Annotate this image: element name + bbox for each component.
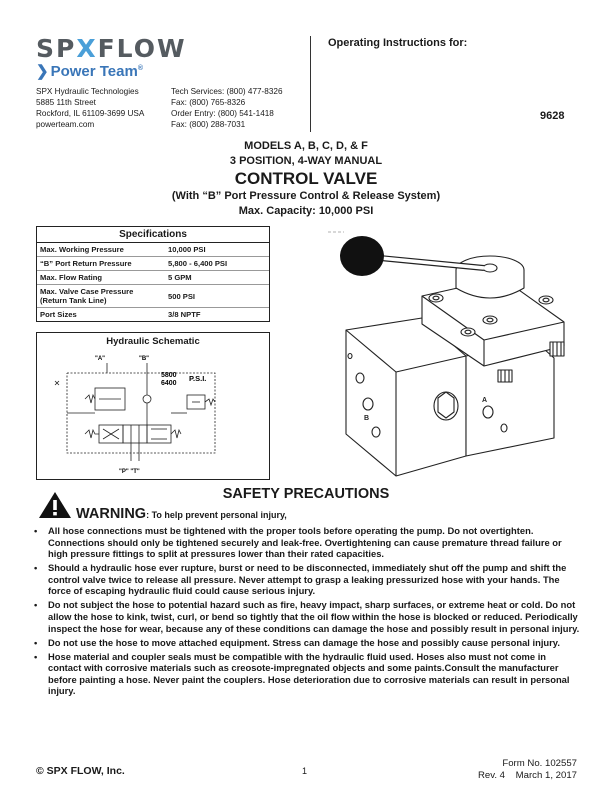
table-row: Max. Working Pressure 10,000 PSI <box>40 245 206 254</box>
specifications-heading: Specifications <box>37 227 269 243</box>
warning-label: WARNING: To help prevent personal injury, <box>76 506 287 522</box>
header-divider <box>310 36 311 132</box>
table-row: Max. Valve Case Pressure (Return Tank Line) 500 PSI <box>37 285 269 308</box>
list-item: • Should a hydraulic hose ever rupture, burst or need to be disconnected, immediately shut off the pump and shift the control valve twice to release all pressure. Never attempt to grasp a leaking pressurized hose with your hands. The force of escaping hydraulic fluid could cause serious injury. <box>34 562 580 597</box>
list-item: • Do not use the hose to move attached equipment. Stress can damage the hose and possibly cause personal injury. <box>34 637 580 649</box>
port-a-label: A <box>482 397 488 404</box>
list-item: • Do not subject the hose to potential hazard such as fire, heavy impact, sharp surfaces, or extreme heat or cold. Do not allow the hose to kink, twist, curl, or bend so tightly that the oil flow within the hose is blocked or reduced. Periodically inspect the hose for wear, because any of these conditions can damage the hose and possibly result in personal injury. <box>34 599 580 634</box>
page-number: 1 <box>302 766 308 776</box>
schematic-heading: Hydraulic Schematic <box>106 336 200 347</box>
footer-copyright: © SPX FLOW, Inc. <box>36 765 125 777</box>
list-item: • All hose connections must be tightened with the proper tools before operating the pump. Do not overtighten. Connections should only be tightened securely and leak-free. Overtightening can cause premature thread failure or high pressure fittings to split at pressures lower than their rated capacities. <box>34 525 580 560</box>
schematic-port-a: "A" <box>95 356 106 362</box>
models-line: MODELS A, B, C, D, & F <box>244 140 368 152</box>
schematic-port-pt: "P" "T" <box>119 469 140 475</box>
capacity-line: Max. Capacity: 10,000 PSI <box>238 205 374 217</box>
schematic-diagram <box>37 333 269 479</box>
footer-form-info: Form No. 102557 Rev. 4 March 1, 2017 <box>477 758 577 781</box>
title-note: (With “B” Port Pressure Control & Release System) <box>171 190 441 202</box>
schematic-pressure-low: 6400 <box>161 380 177 387</box>
hydraulic-schematic <box>36 332 270 480</box>
table-row: Max. Flow Rating 5 GPM <box>37 271 269 285</box>
company-contacts: Tech Services: (800) 477-8326 Fax: (800) 765-8326 Order Entry: (800) 541-1418 Fax: (800) 288-7031 <box>171 87 283 129</box>
product-number: 9628 <box>540 110 565 122</box>
subtitle-line: 3 POSITION, 4-WAY MANUAL <box>229 155 383 167</box>
operating-instructions-label: Operating Instructions for: <box>328 37 468 49</box>
table-row: “B” Port Return Pressure 5,800 - 6,400 PSI <box>37 257 269 271</box>
specifications-table <box>36 226 270 322</box>
spxflow-logo: SPXFLOW <box>36 34 187 63</box>
warning-triangle-icon <box>38 491 72 519</box>
list-item: • Hose material and coupler seals must be compatible with the hydraulic fluid used. Hoses also must not come in contact with corrosive materials such as creosote-impregnated objects and some paints.Consult the manufacturer before painting a hose. Never paint the couplers. Hose deterioration due to corrosive materials can result in personal injury. <box>34 651 580 697</box>
schematic-pressure-high: 5800 <box>161 372 177 379</box>
port-b-label: B <box>364 415 370 422</box>
company-address: SPX Hydraulic Technologies 5885 11th Street Rockford, IL 61109-3699 USA powerteam.com <box>36 87 145 129</box>
safety-heading: SAFETY PRECAUTIONS <box>222 486 390 502</box>
schematic-pressure-unit: P.S.I. <box>189 374 207 383</box>
chevron-right-icon: ❯ <box>36 63 49 80</box>
power-team-logo: ❯ Power Team® <box>36 63 144 80</box>
control-valve-illustration <box>318 228 580 480</box>
schematic-port-b: "B" <box>139 356 150 362</box>
safety-list <box>34 525 580 699</box>
page-title: CONTROL VALVE <box>234 169 378 188</box>
table-row: Port Sizes 3/8 NPTF <box>37 308 269 322</box>
handle-knob <box>340 236 384 276</box>
